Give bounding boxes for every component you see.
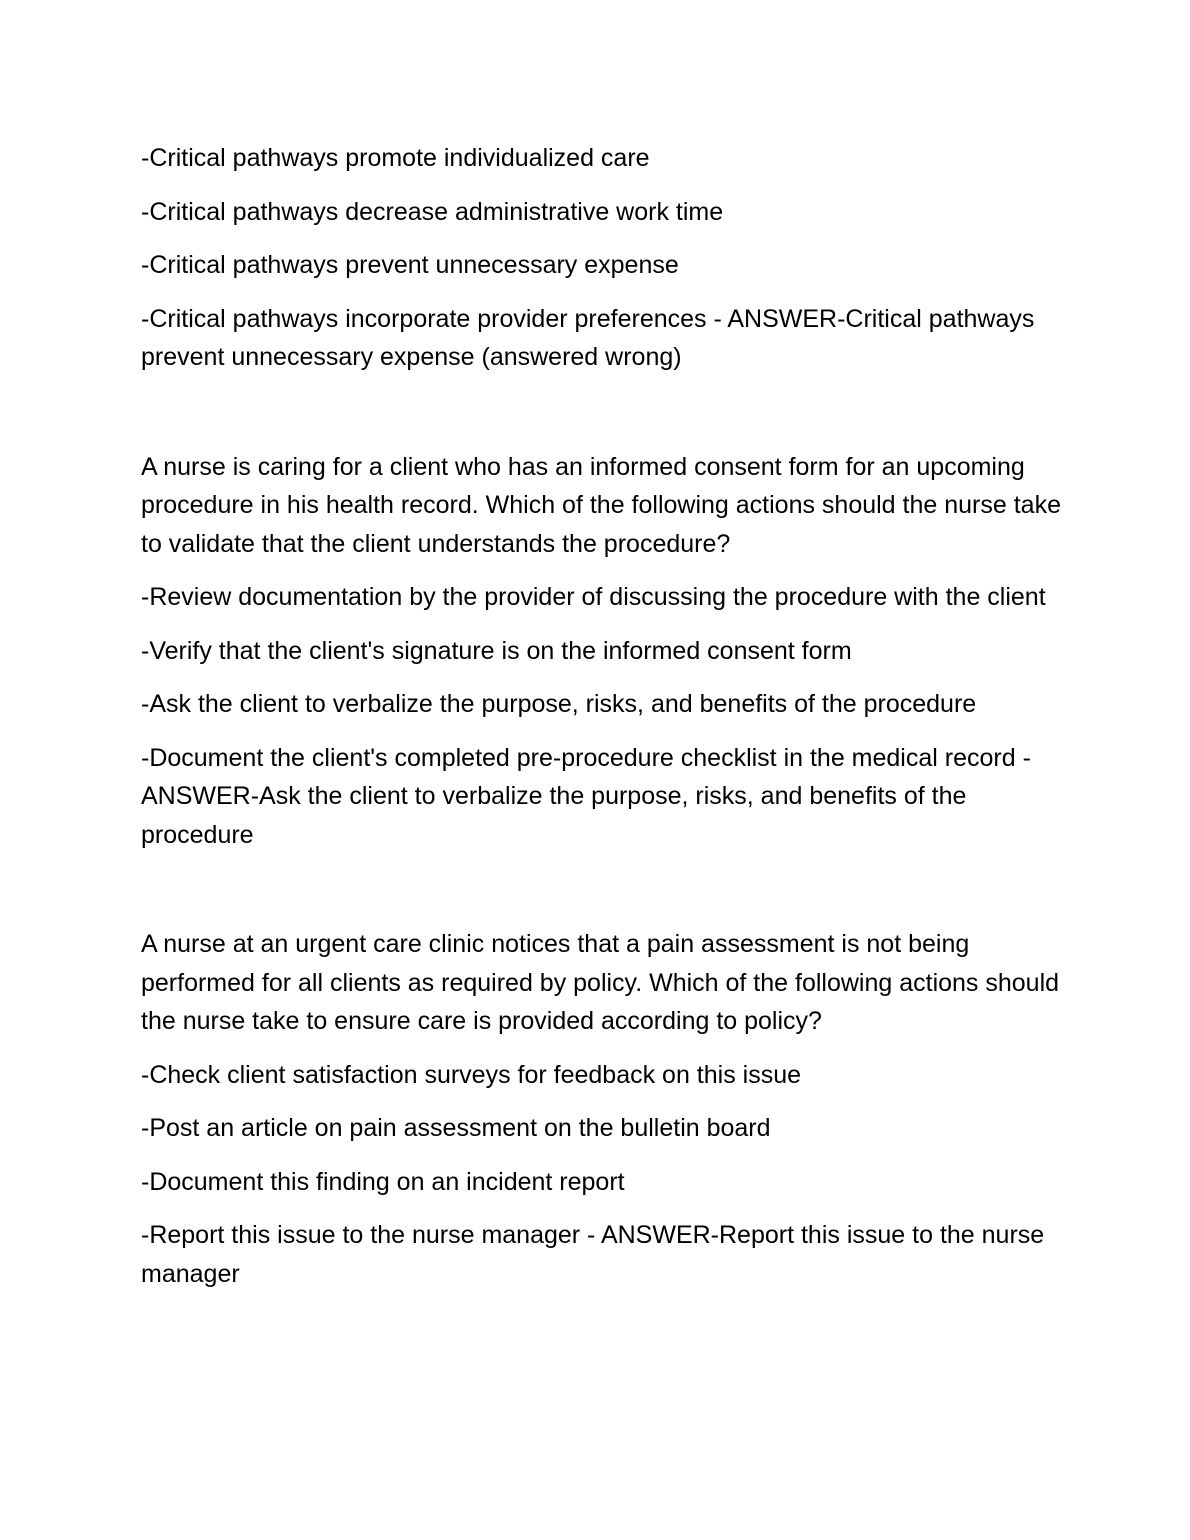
question-block-3	[141, 925, 1061, 1293]
block-spacer	[141, 392, 1061, 448]
answer-option: -Critical pathways decrease administrative work time	[141, 197, 724, 226]
answer-option: -Check client satisfaction surveys for feedback on this issue	[141, 1060, 802, 1089]
block-spacer	[141, 869, 1061, 925]
answer-option: -Ask the client to verbalize the purpose, risks, and benefits of the procedure	[141, 690, 977, 718]
question-block-2	[141, 448, 1061, 855]
answer-option: -Critical pathways promote individualized care	[141, 144, 650, 172]
answer-option: -Document this finding on an incident report	[141, 1167, 625, 1196]
answer-option: -Verify that the client's signature is on the informed consent form	[141, 636, 852, 665]
answer-option-with-answer: -Critical pathways incorporate provider preferences - ANSWER-Critical pathways prevent unnecessary expense (answered wrong)	[141, 304, 1035, 371]
answer-option-with-answer: -Report this issue to the nurse manager - ANSWER-Report this issue to the nurse manager	[141, 1221, 1045, 1288]
answer-option-with-answer: -Document the client's completed pre-procedure checklist in the medical record - ANSWER-Ask the client to verbalize the purpose, risks, and benefits of the procedure	[141, 743, 1031, 849]
answer-option: -Critical pathways prevent unnecessary expense	[141, 251, 679, 279]
answer-option: -Post an article on pain assessment on the bulletin board	[141, 1114, 771, 1142]
document-content	[141, 139, 1061, 1308]
question-text: A nurse is caring for a client who has an informed consent form for an upcoming procedure in his health record. Which of the following actions should the nurse take to validate that the client understands the procedure?	[141, 452, 1061, 558]
question-block-1	[141, 139, 1061, 377]
question-text: A nurse at an urgent care clinic notices that a pain assessment is not being performed for all clients as required by policy. Which of the following actions should the nurse take to ensure care is provided according to policy?	[141, 930, 1060, 1035]
answer-option: -Review documentation by the provider of discussing the procedure with the client	[141, 583, 1046, 611]
